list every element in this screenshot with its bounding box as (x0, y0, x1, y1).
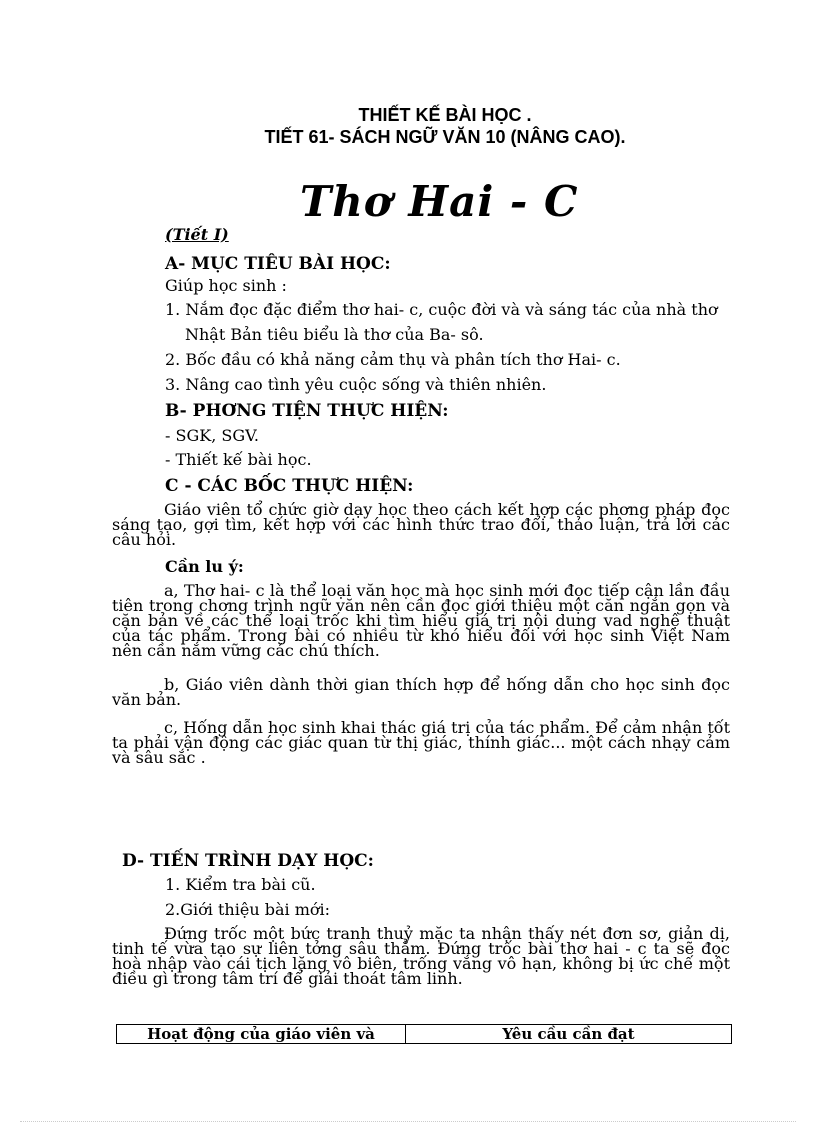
session-label: (Tiết I) (165, 225, 229, 244)
list-item: 2.Giới thiệu bài mới: (165, 900, 331, 919)
list-item: Nhật Bản tiêu biểu là thơ của Ba- sô. (185, 325, 484, 344)
section-a-intro: Giúp học sinh : (165, 276, 287, 295)
section-c-paragraph: Giáo viên tổ chức giờ dạy học theo cách kết hợp các phơng pháp đọc sáng tạo, gợi tìm, kết hợp với các hình thức trao đổi, thảo luận, trả lời các câu hỏi. (112, 500, 730, 549)
list-item: - Thiết kế bài học. (165, 450, 312, 469)
lesson-table-header (116, 1024, 732, 1044)
section-c-heading: C - CÁC BỐC THỰC HIỆN: (165, 476, 414, 496)
page-bottom-divider (20, 1121, 796, 1122)
lesson-script-title: Thơ Hai - C (300, 177, 579, 226)
table-header-col1: Hoạt động của giáo viên và (117, 1025, 406, 1043)
document-title: THIẾT KẾ BÀI HỌC . (358, 105, 532, 125)
table-header-col2: Yêu cầu cần đạt (502, 1025, 635, 1043)
note-heading: Cần lu ý: (165, 557, 244, 576)
section-a-heading: A- MỤC TIÊU BÀI HỌC: (165, 254, 391, 274)
note-b-paragraph: b, Giáo viên dành thời gian thích hợp để hống dẫn cho học sinh đọc văn bản. (112, 675, 730, 709)
section-d-paragraph: Đứng trốc một bức tranh thuỷ mặc ta nhận thấy nét đơn sơ, giản dị, tinh tế vừa tạo sự liên tởng sâu thẳm. Đứng trốc bài thơ hai - c ta sẽ đọc hoà nhập vào cái tịch lặng vô biên, trống vắng vô hạn, không bị ức chế một điều gì trong tâm trí để giải thoát tâm linh. (112, 924, 730, 988)
section-b-heading: B- PHƠNG TIỆN THỰC HIỆN: (165, 401, 449, 421)
list-item: 2. Bốc đầu có khả năng cảm thụ và phân tích thơ Hai- c. (165, 350, 621, 369)
list-item: 1. Kiểm tra bài cũ. (165, 875, 316, 894)
document-subtitle: TIẾT 61- SÁCH NGỮ VĂN 10 (NÂNG CAO). (264, 127, 626, 147)
section-d-heading: D- TIẾN TRÌNH DẠY HỌC: (122, 851, 374, 871)
list-item: - SGK, SGV. (165, 426, 259, 445)
note-c-paragraph: c, Hống dẫn học sinh khai thác giá trị của tác phẩm. Để cảm nhận tốt ta phải vận động các giác quan từ thị giác, thính giác... một cách nhạy cảm và sâu sắc . (112, 718, 730, 767)
list-item: 1. Nắm đọc đặc điểm thơ hai- c, cuộc đời và và sáng tác của nhà thơ (165, 300, 718, 319)
note-a-paragraph: a, Thơ hai- c là thể loại văn học mà học sinh mới đọc tiếp cận lần đầu tiên trong chơng trình ngữ văn nên cần đọc giới thiệu một căn ngắn gọn và căn bản về các thể loại trốc khi tìm hiểu giá trị nội dung vad nghệ thuật của tác phẩm. Trong bài có nhiều từ khó hiểu đối với học sinh Việt Nam nên cần nắm vững các chú thích. (112, 581, 730, 660)
list-item: 3. Nâng cao tình yêu cuộc sống và thiên nhiên. (165, 375, 547, 394)
